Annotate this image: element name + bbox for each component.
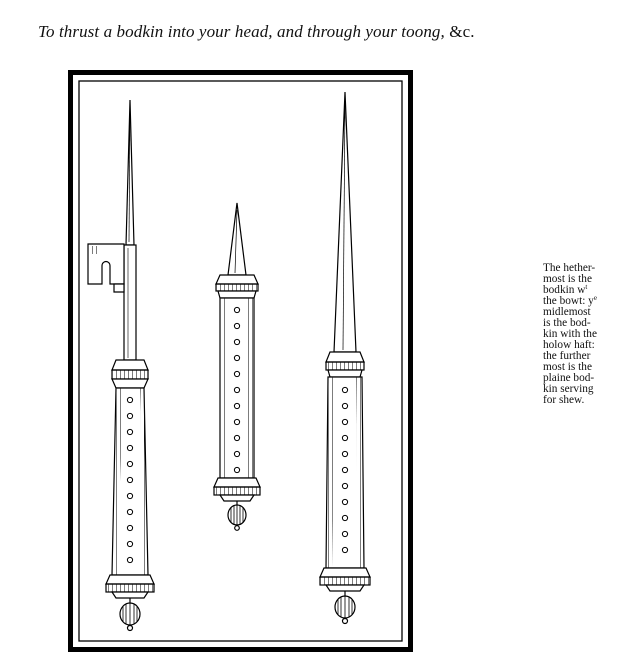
note-line: midlemost	[543, 306, 591, 318]
note-line: most is the	[543, 273, 592, 285]
bodkins-engraving	[68, 70, 413, 652]
note-line: most is the	[543, 361, 592, 373]
note-line: holow haft:	[543, 339, 595, 351]
note-line: The hether-	[543, 262, 596, 274]
note-line: plaine bod-	[543, 372, 595, 384]
note-line: the bowt: $y^e$	[543, 294, 597, 307]
caption-text: To thrust a bodkin into your head, and through your toong,	[38, 22, 450, 41]
note-line: kin with the	[543, 328, 597, 340]
bodkin-illustration-plate	[68, 70, 413, 652]
note-line: is the bod-	[543, 317, 591, 329]
side-note	[543, 263, 639, 406]
bodkin-with-holow-haft	[214, 203, 260, 530]
note-line: kin serving	[543, 383, 594, 395]
page-caption	[38, 22, 475, 42]
superscript-e: e	[593, 294, 597, 302]
note-line: the further	[543, 350, 591, 362]
plaine-bodkin	[320, 92, 370, 624]
superscript-t: t	[585, 283, 588, 291]
note-line: for shew.	[543, 394, 585, 406]
bodkin-with-bowt	[88, 100, 154, 631]
caption-etc: &c.	[449, 22, 475, 41]
note-line: bodkin $w^t$	[543, 283, 588, 296]
